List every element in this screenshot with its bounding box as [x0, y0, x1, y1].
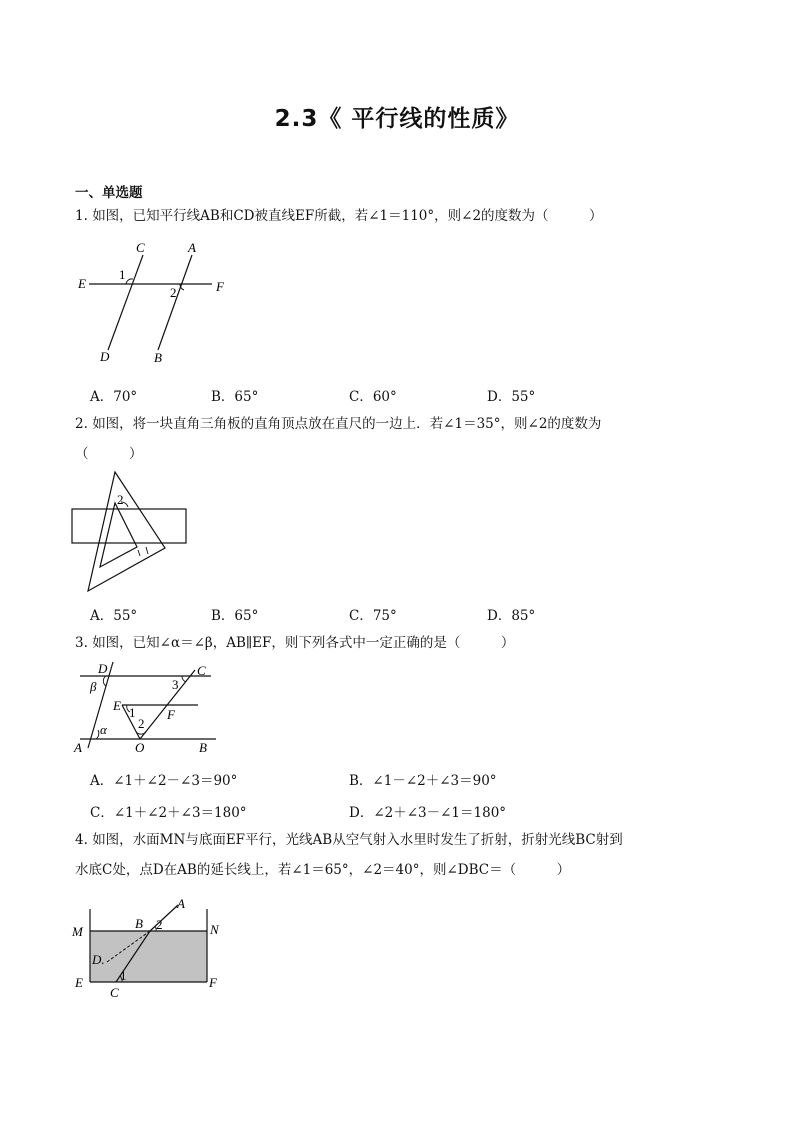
label-B: B — [199, 740, 207, 755]
q2-option-a[interactable]: A．55° — [90, 608, 138, 624]
label-D: D — [98, 661, 108, 676]
question-3 — [75, 634, 725, 652]
question-1 — [75, 207, 725, 225]
angle-2-label: 2 — [117, 492, 124, 507]
q1-option-d[interactable]: D．55° — [487, 389, 536, 405]
label-N: N — [210, 922, 219, 937]
angle-2-label: 2 — [170, 285, 177, 300]
angle-beta-label: β — [90, 679, 97, 694]
question-4 — [75, 831, 725, 879]
figure-q3 — [70, 660, 230, 760]
question-number: 2. — [75, 416, 88, 432]
question-text-line2: 水底C处，点D在AB的延长线上，若∠1＝65°，∠2＝40°，则∠DBC＝（ ） — [75, 862, 571, 878]
label-C: C — [197, 663, 206, 678]
label-A: A — [177, 896, 185, 911]
q3-option-d[interactable]: D．∠2＋∠3－∠1＝180° — [349, 805, 507, 821]
label-E: E — [75, 975, 83, 990]
label-A: A — [74, 740, 82, 755]
q3-option-c[interactable]: C．∠1＋∠2＋∠3＝180° — [90, 805, 247, 821]
question-number: 3. — [75, 635, 88, 651]
label-F: F — [167, 707, 175, 722]
angle-3-label: 3 — [172, 677, 179, 692]
label-B: B — [154, 350, 162, 365]
angle-1-label: 1 — [129, 705, 136, 720]
label-O: O — [135, 740, 145, 755]
label-C: C — [136, 240, 145, 255]
q2-option-d[interactable]: D．85° — [487, 608, 536, 624]
label-A: A — [188, 240, 196, 255]
label-D: D — [100, 349, 110, 364]
question-number: 4. — [75, 832, 88, 848]
q3-option-b[interactable]: B．∠1－∠2＋∠3＝90° — [349, 773, 497, 789]
section-heading: 一、单选题 — [75, 185, 143, 201]
answer-blank: （ ） — [75, 446, 143, 462]
q1-option-a[interactable]: A．70° — [90, 389, 138, 405]
q2-option-b[interactable]: B．65° — [211, 608, 259, 624]
angle-1-label: 1 — [120, 968, 127, 983]
question-2 — [75, 415, 725, 463]
label-D: D. — [92, 952, 105, 967]
q3-option-a[interactable]: A．∠1＋∠2－∠3＝90° — [90, 773, 238, 789]
angle-2-label: 2 — [138, 716, 145, 731]
page-title: 2.3《 平行线的性质》 — [274, 106, 520, 132]
label-F: F — [209, 975, 217, 990]
label-M: M — [72, 924, 83, 939]
label-E: E — [113, 698, 121, 713]
question-number: 1. — [75, 208, 88, 224]
angle-1-label: 1 — [119, 267, 126, 282]
angle-2-label: 2 — [156, 917, 163, 932]
figure-q4 — [70, 895, 230, 1000]
figure-q1 — [70, 235, 250, 370]
figure-q2 — [70, 470, 200, 595]
q1-option-b[interactable]: B．65° — [211, 389, 259, 405]
question-text: 如图，已知平行线AB和CD被直线EF所截，若∠1＝110°，则∠2的度数为（ ） — [92, 208, 603, 224]
question-text: 如图，已知∠α＝∠β，AB∥EF，则下列各式中一定正确的是（ ） — [92, 635, 515, 651]
label-C: C — [110, 985, 119, 1000]
angle-alpha-label: α — [100, 722, 107, 737]
label-E: E — [78, 276, 86, 291]
q1-option-c[interactable]: C．60° — [349, 389, 397, 405]
question-text: 如图，水面MN与底面EF平行，光线AB从空气射入水里时发生了折射，折射光线BC射到 — [92, 832, 623, 848]
label-F: F — [216, 279, 224, 294]
question-text: 如图，将一块直角三角板的直角顶点放在直尺的一边上．若∠1＝35°，则∠2的度数为 — [92, 416, 602, 432]
q2-option-c[interactable]: C．75° — [349, 608, 397, 624]
label-B: B — [135, 916, 143, 931]
